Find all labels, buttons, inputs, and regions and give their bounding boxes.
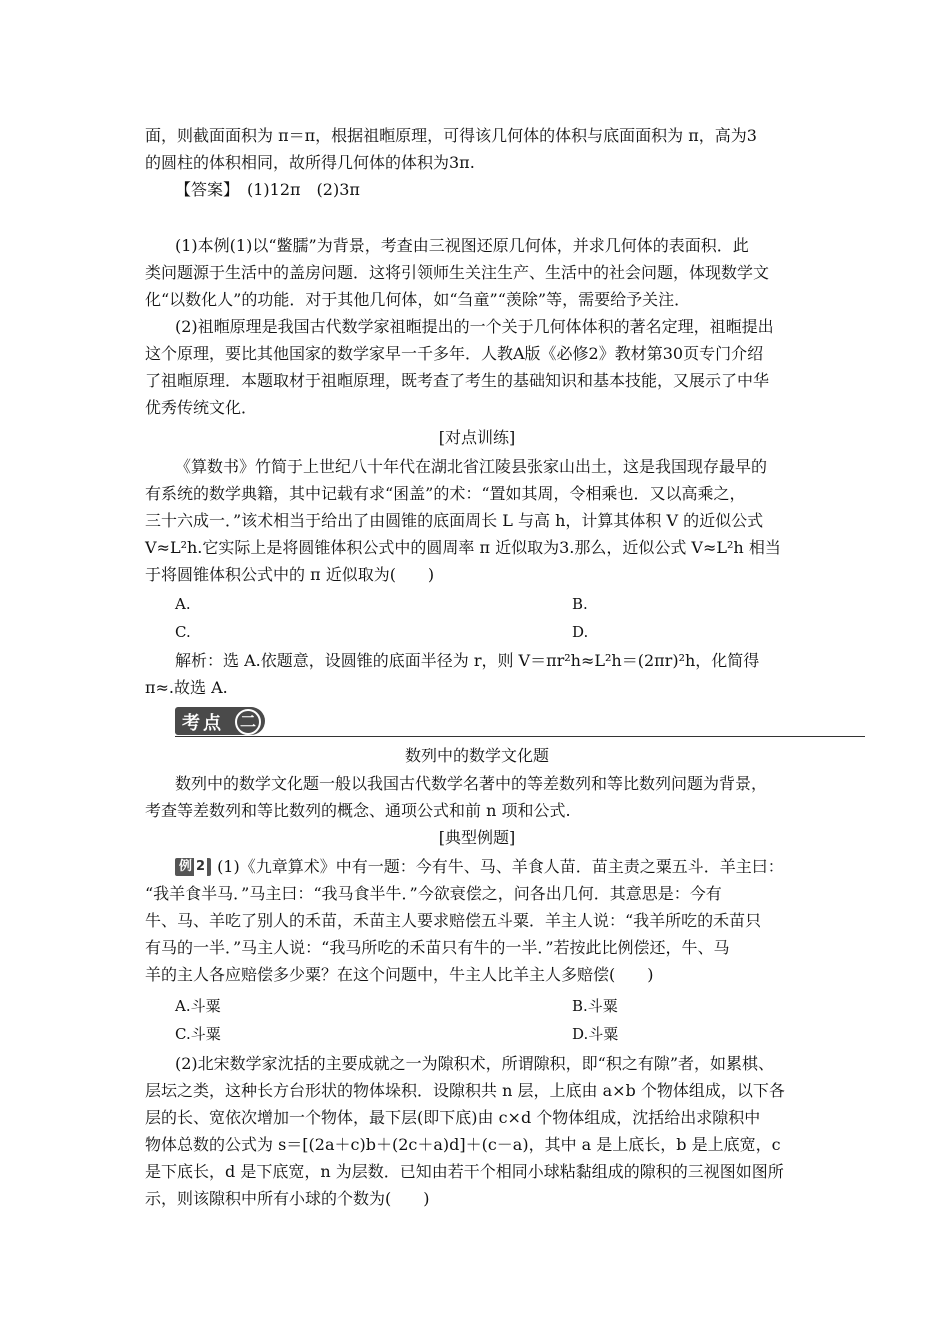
training-line: 《算数书》竹简于上世纪八十年代在湖北省江陵县张家山出土，这是我国现存最早的	[175, 457, 768, 476]
training-line: 三十六成一．”该术相当于给出了由圆锥的底面周长 L 与高 h，计算其体积 V 的近似公式	[145, 511, 764, 530]
example-line: 物体总数的公式为 s＝[(2a＋c)b＋(2c＋a)d]＋(c－a)，其中 a 是上底长，b 是上底宽，c	[145, 1135, 781, 1154]
option-d: D.斗粟	[572, 1025, 619, 1043]
training-line: V≈L²h.它实际上是将圆锥体积公式中的圆周率 π 近似取为3.那么，近似公式 V≈L²h 相当	[145, 538, 781, 557]
text-line: 面，则截面面积为 π＝π，根据祖暅原理，可得该几何体的体积与底面面积为 π，高为3	[145, 126, 757, 145]
section-divider	[175, 736, 865, 737]
example-line: 是下底长，d 是下底宽，n 为层数．已知由若干个相同小球粘黏组成的隙积的三视图如图所	[145, 1162, 784, 1181]
example-badge	[175, 858, 211, 876]
text-line: 的圆柱的体积相同，故所得几何体的体积为3π.	[145, 153, 475, 172]
section-badge-label: 考点	[182, 713, 224, 734]
commentary-line: 这个原理，要比其他国家的数学家早一千多年．人教A版《必修2》教材第30页专门介绍	[145, 344, 764, 363]
section-intro: 考查等差数列和等比数列的概念、通项公式和前 n 项和公式.	[145, 801, 571, 820]
training-line: 有系统的数学典籍，其中记载有求“囷盖”的术：“置如其周，令相乘也．又以高乘之，	[145, 484, 746, 503]
example-line: 牛、马、羊吃了别人的禾苗，禾苗主人要求赔偿五斗粟．羊主人说：“我羊所吃的禾苗只	[145, 911, 762, 930]
commentary-line: 优秀传统文化．	[145, 398, 258, 417]
example-line: 示，则该隙积中所有小球的个数为( )	[145, 1189, 430, 1208]
answer-line: 【答案】 (1)12π (2)3π	[175, 180, 360, 199]
section-intro: 数列中的数学文化题一般以我国古代数学名著中的等差数列和等比数列问题为背景，	[175, 774, 768, 793]
example-badge-number: 2	[196, 859, 206, 874]
training-heading: [对点训练]	[438, 428, 516, 447]
section-badge	[175, 707, 265, 735]
example-line: 有马的一半．”马主人说：“我马所吃的禾苗只有牛的一半．”若按此比例偿还，牛、马	[145, 938, 730, 957]
example-line: “我羊食半马．”马主曰：“我马食半牛．”今欲衰偿之，问各出几何．其意思是：今有	[145, 884, 722, 903]
training-line: 于将圆锥体积公式中的 π 近似取为( )	[145, 565, 435, 584]
example-line: (2)北宋数学家沈括的主要成就之一为隙积术，所谓隙积，即“积之有隙”者，如累棋、	[175, 1054, 775, 1073]
option-a: A.	[175, 595, 191, 613]
option-c: C.斗粟	[175, 1025, 221, 1043]
option-b: B.	[572, 595, 588, 613]
example-line: 羊的主人各应赔偿多少粟？在这个问题中，牛主人比羊主人多赔偿( )	[145, 965, 654, 984]
commentary-line: 类问题源于生活中的盖房问题．这将引领师生关注生产、生活中的社会问题，体现数学文	[145, 263, 770, 282]
solution-line: 解析：选 A.依题意，设圆锥的底面半径为 r，则 V＝πr²h≈L²h＝(2πr)²h，化简得	[175, 651, 760, 670]
example-heading: [典型例题]	[438, 828, 516, 847]
example-line: 层的长、宽依次增加一个物体，最下层(即下底)由 c×d 个物体组成，沈括给出求隙积中	[145, 1108, 761, 1127]
commentary-line: (2)祖暅原理是我国古代数学家祖暅提出的一个关于几何体体积的著名定理，祖暅提出	[175, 317, 774, 336]
commentary-line: (1)本例(1)以“鳖臑”为背景，考查由三视图还原几何体，并求几何体的表面积．此	[175, 236, 749, 255]
option-a: A.斗粟	[175, 997, 221, 1015]
example-line: 层坛之类，这种长方台形状的物体垛积．设隙积共 n 层，上底由 a×b 个物体组成，以下各	[145, 1081, 785, 1100]
commentary-line: 化“以数化人”的功能．对于其他几何体，如“刍童”“羡除”等，需要给予关注．	[145, 290, 691, 309]
section-title: 数列中的数学文化题	[404, 746, 549, 765]
option-d: D.	[572, 623, 589, 641]
example-line	[175, 853, 809, 880]
example-badge-label: 例	[179, 859, 193, 874]
solution-line: π≈.故选 A.	[145, 678, 228, 697]
commentary-line: 了祖暅原理．本题取材于祖暅原理，既考查了考生的基础知识和基本技能，又展示了中华	[145, 371, 770, 390]
section-banner	[175, 707, 865, 737]
example-text: (1)《九章算术》中有一题：今有牛、马、羊食人苗．苗主责之粟五斗．羊主曰：	[217, 857, 784, 876]
option-b: B.斗粟	[572, 997, 618, 1015]
option-c: C.	[175, 623, 191, 641]
section-badge-number: 二	[235, 709, 261, 735]
